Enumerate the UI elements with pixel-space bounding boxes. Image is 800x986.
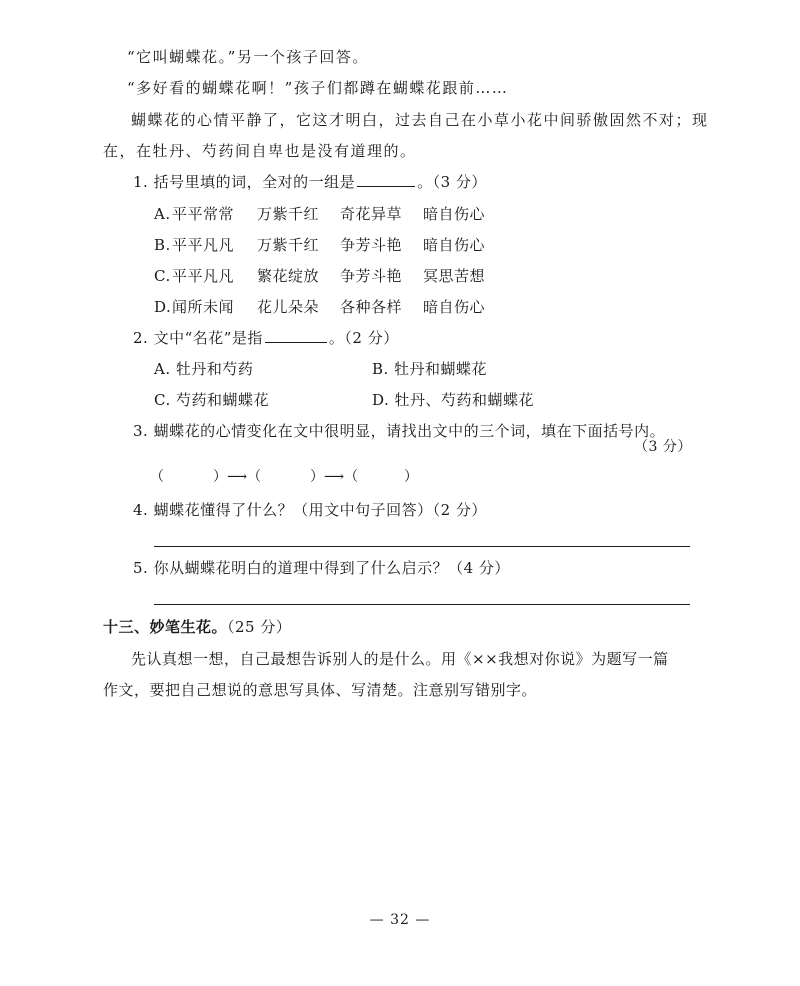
passage-line-1: “它叫蝴蝶花。”另一个孩子回答。	[127, 48, 369, 66]
question-3-score: （3 分）	[634, 439, 692, 455]
section-13-score: （25 分）	[227, 618, 292, 636]
page-number: — 32 —	[369, 912, 431, 928]
question-1-option-d[interactable]	[154, 297, 486, 317]
question-5-stem: 5. 你从蝴蝶花明白的道理中得到了什么启示？（4 分）	[133, 559, 510, 577]
bracket-open: （	[150, 469, 164, 485]
option-letter: A.	[154, 205, 171, 223]
section-13-prompt-line-2: 作文，要把自己想说的意思写具体、写清楚。注意别写错别字。	[103, 681, 538, 699]
option-letter: B.	[154, 236, 171, 254]
question-2-blank[interactable]	[265, 328, 327, 343]
option-word: 暗自伤心	[423, 205, 486, 223]
question-2-text: 2. 文中“名花”是指	[133, 329, 263, 347]
arrow-to-second: ）⟶（	[213, 469, 262, 485]
option-word: 万紫千红	[257, 205, 320, 223]
question-1-option-b[interactable]	[154, 235, 486, 255]
option-word: 奇花异草	[340, 205, 403, 223]
option-word: 花儿朵朵	[257, 298, 320, 316]
passage-line-4: 在，在牡丹、芍药间自卑也是没有道理的。	[103, 142, 417, 160]
option-word: 各种各样	[340, 298, 403, 316]
question-2-option-d[interactable]: D. 牡丹、芍药和蝴蝶花	[372, 391, 535, 409]
option-word: 万紫千红	[257, 236, 320, 254]
question-2-option-c[interactable]: C. 芍药和蝴蝶花	[154, 391, 269, 409]
section-13-prompt-line-1: 先认真想一想，自己最想告诉别人的是什么。用《××我想对你说》为题写一篇	[131, 650, 669, 668]
passage-line-2: “多好看的蝴蝶花啊！”孩子们都蹲在蝴蝶花跟前……	[127, 79, 509, 97]
option-word: 暗自伤心	[423, 298, 486, 316]
section-13-title: 十三、妙笔生花。	[103, 618, 228, 636]
option-word: 争芳斗艳	[340, 267, 403, 285]
question-4-answer-line[interactable]	[154, 546, 690, 547]
question-1-text: 1. 括号里填的词，全对的一组是	[133, 173, 356, 191]
question-1-blank[interactable]	[357, 172, 415, 187]
question-1-option-c[interactable]	[154, 266, 486, 286]
question-2-score: 。（2 分）	[328, 329, 399, 347]
question-1-option-a[interactable]	[154, 204, 486, 224]
question-1-score: 。（3 分）	[417, 173, 487, 191]
option-word: 平平凡凡	[172, 267, 235, 285]
passage-line-3: 蝴蝶花的心情平静了，它这才明白，过去自己在小草小花中间骄傲固然不对；现	[131, 111, 709, 129]
question-5-answer-line[interactable]	[154, 604, 690, 605]
option-word: 闻所未闻	[172, 298, 235, 316]
option-word: 暗自伤心	[423, 236, 486, 254]
question-3-stem: 3. 蝴蝶花的心情变化在文中很明显，请找出文中的三个词，填在下面括号内。	[133, 422, 666, 440]
question-1-stem	[133, 172, 487, 192]
question-2-option-b[interactable]: B. 牡丹和蝴蝶花	[372, 360, 488, 378]
option-letter: C.	[154, 267, 171, 285]
arrow-to-third: ）⟶（	[310, 469, 359, 485]
question-3-answer-row	[150, 467, 450, 487]
bracket-close: ）	[404, 469, 418, 485]
option-word: 冥思苦想	[423, 267, 486, 285]
option-word: 争芳斗艳	[340, 236, 403, 254]
question-2-option-a[interactable]: A. 牡丹和芍药	[154, 360, 254, 378]
question-4-stem: 4. 蝴蝶花懂得了什么？（用文中句子回答）（2 分）	[133, 501, 487, 519]
question-2-stem	[133, 328, 399, 348]
option-word: 繁花绽放	[257, 267, 320, 285]
option-letter: D.	[154, 298, 172, 316]
option-word: 平平凡凡	[172, 236, 235, 254]
option-word: 平平常常	[172, 205, 235, 223]
section-13-heading	[103, 617, 291, 637]
